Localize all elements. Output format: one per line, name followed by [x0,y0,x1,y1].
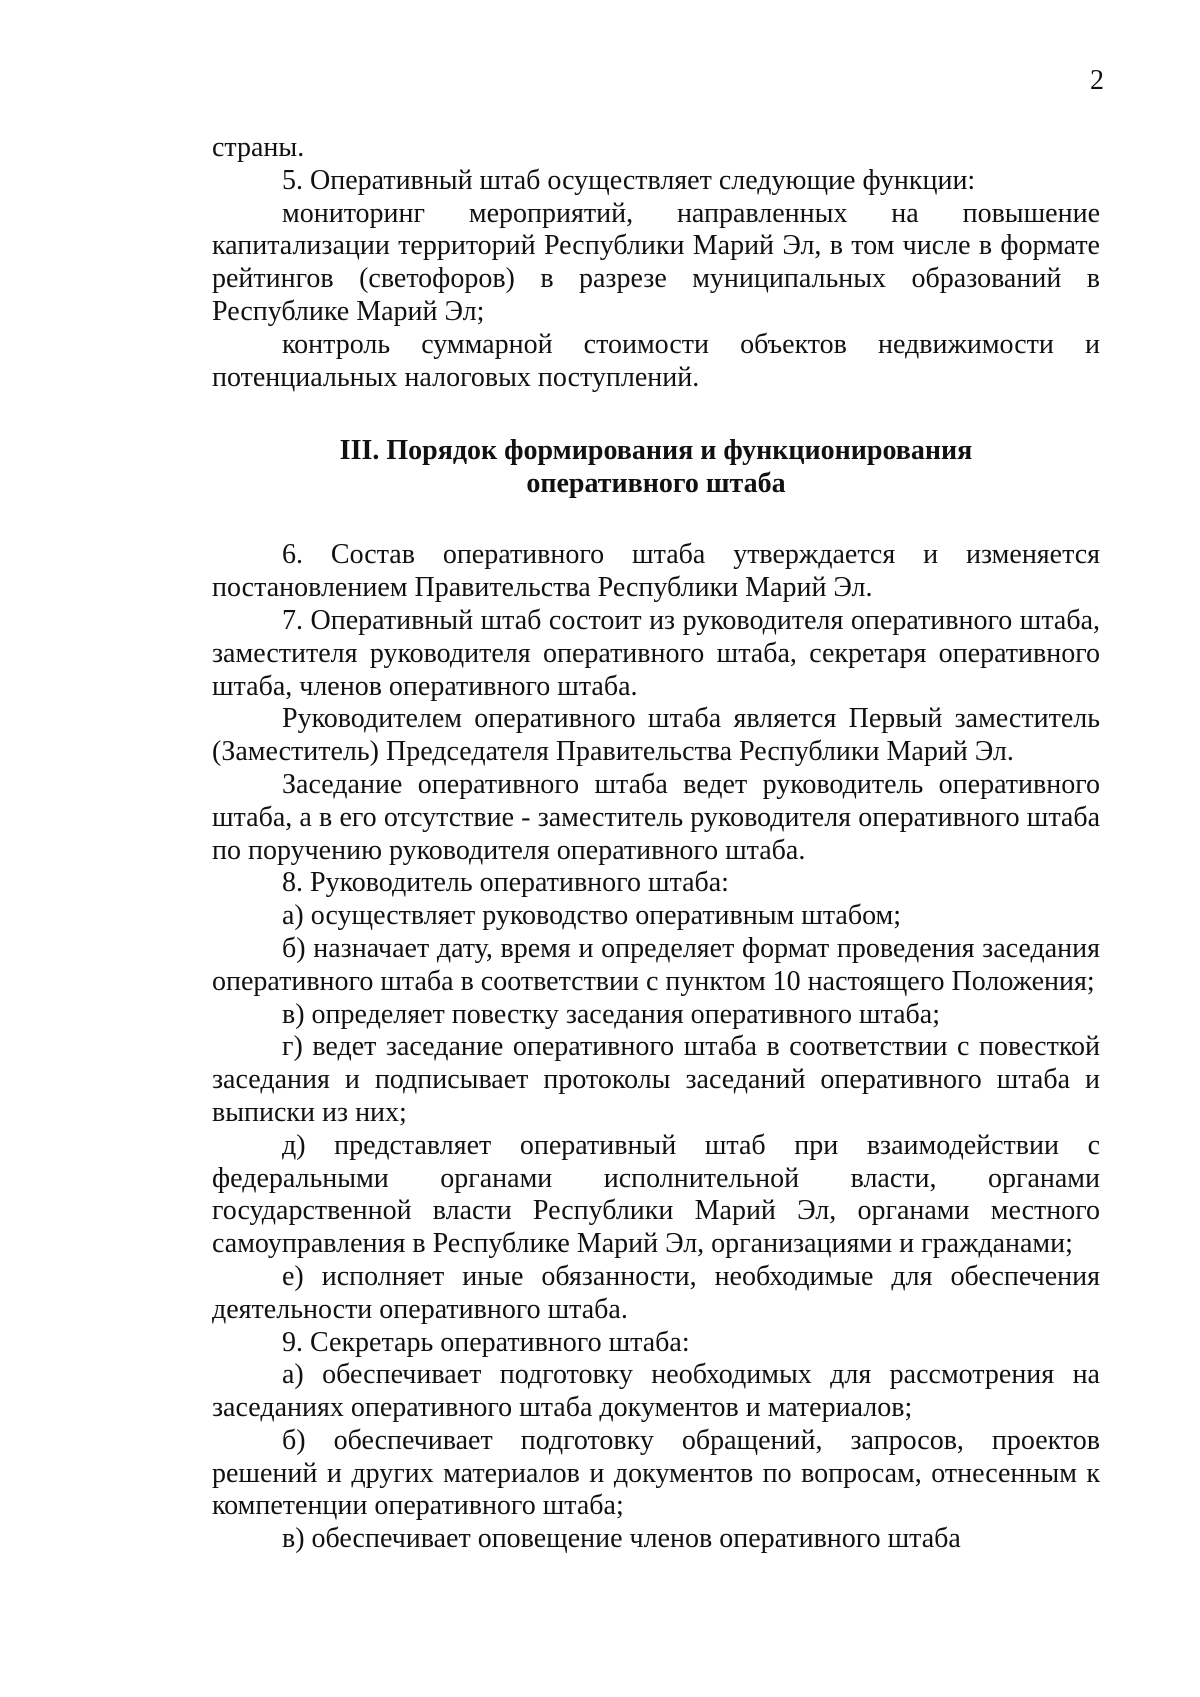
paragraphs-before-heading [212,132,1100,394]
paragraph: 5. Оперативный штаб осуществляет следующие функции: [282,164,976,196]
paragraph: а) обеспечивает подготовку необходимых для рассмотрения на заседаниях оперативного штаба документов и материалов; [212,1359,1100,1424]
section-heading [212,434,1100,500]
paragraph: б) назначает дату, время и определяет формат проведения заседания оперативного штаба в соответствии с пунктом 10 настоящего Положения; [212,932,1100,997]
paragraph: б) обеспечивает подготовку обращений, запросов, проектов решений и других материалов и документов по вопросам, отнесенным к компетенции оперативного штаба; [212,1424,1100,1522]
paragraph: 6. Состав оперативного штаба утверждается и изменяется постановлением Правительства Республики Марий Эл. [212,539,1100,604]
paragraph: в) обеспечивает оповещение членов оперативного штаба [282,1523,961,1555]
document-body [212,132,1100,1556]
paragraph: в) определяет повестку заседания оперативного штаба; [282,998,940,1030]
paragraph: контроль суммарной стоимости объектов недвижимости и потенциальных налоговых поступлений. [212,328,1100,393]
paragraph: страны. [212,132,305,163]
section-heading-line-2: оперативного штаба [526,468,786,500]
paragraphs-after-heading [212,539,1100,1556]
paragraph: 7. Оперативный штаб состоит из руководителя оперативного штаба, заместителя руководителя оперативного штаба, секретаря оперативного штаба, членов оперативного штаба. [212,604,1100,702]
paragraph: а) осуществляет руководство оперативным штабом; [282,900,902,932]
paragraph: мониторинг мероприятий, направленных на повышение капитализации территорий Республики Марий Эл, в том числе в формате рейтингов (светофоров) в разрезе муниципальных образований в Республике Марий Эл; [212,197,1100,327]
paragraph: 8. Руководитель оперативного штаба: [282,867,729,899]
paragraph: г) ведет заседание оперативного штаба в соответствии с повесткой заседания и подписывает протоколы заседаний оперативного штаба и выписки из них; [212,1031,1100,1128]
paragraph: Руководителем оперативного штаба является Первый заместитель (Заместитель) Председателя Правительства Республики Марий Эл. [212,703,1100,768]
paragraph: 9. Секретарь оперативного штаба: [282,1326,690,1358]
paragraph: Заседание оперативного штаба ведет руководитель оперативного штаба, а в его отсутствие - заместитель руководителя оперативного штаба по поручению руководителя оперативного штаба. [212,768,1100,866]
paragraph: е) исполняет иные обязанности, необходимые для обеспечения деятельности оперативного штаба. [212,1260,1100,1325]
section-heading-line-1: III. Порядок формирования и функционирования [339,435,973,467]
paragraph: д) представляет оперативный штаб при взаимодействии с федеральными органами исполнительной власти, органами государственной власти Республики Марий Эл, органами местного самоуправления в Республике Марий Эл, организациями и гражданами; [212,1129,1100,1260]
page-number: 2 [1090,65,1104,96]
